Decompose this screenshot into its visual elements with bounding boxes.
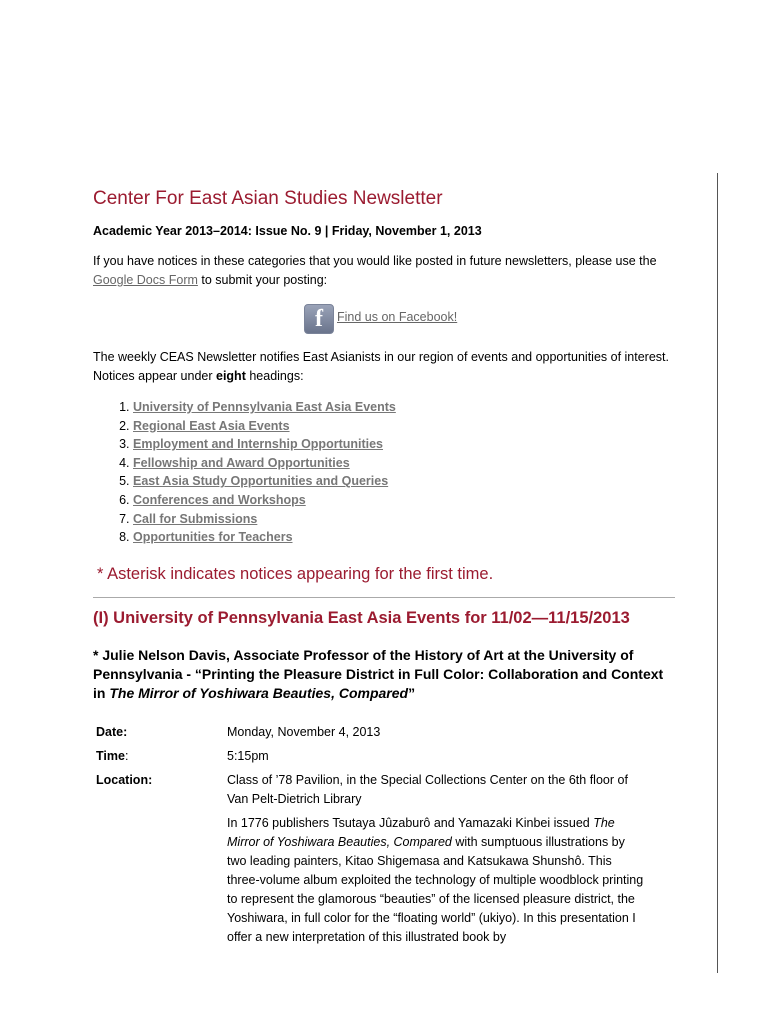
weekly-text: The weekly CEAS Newsletter notifies East Asianists in our region of events and opportunities of interest. Notices appear under: [93, 350, 669, 383]
asterisk-note: * Asterisk indicates notices appearing for the first time.: [97, 564, 494, 583]
table-row: [93, 747, 647, 771]
description-text-end: with sumptuous illustrations by two leading painters, Kitao Shigemasa and Katsukawa Shunshô. This three-volume album exploited the technology of multiple woodblock printing to represent the glamorous “beauties” of the licensed pleasure district, the Yoshiwara, in full color for the “floating world” (ukiyo). In this presentation I offer a new interpretation of this illustrated book by: [227, 834, 644, 944]
location-label: Location:: [96, 772, 153, 787]
table-row: [93, 771, 647, 814]
weekly-bold: eight: [216, 369, 246, 383]
intro-text-end: to submit your posting:: [197, 273, 328, 287]
table-row: [93, 723, 647, 747]
description-text: In 1776 publishers Tsutaya Jûzaburô and Yamazaki Kinbei issued: [227, 815, 594, 830]
list-item: [133, 472, 678, 491]
event-title: [93, 646, 678, 703]
issue-line: Academic Year 2013–2014: Issue No. 9 | Friday, November 1, 2013: [93, 224, 482, 238]
list-item: [133, 528, 678, 547]
event-title-text: * Julie Nelson Davis, Associate Professor of the History of Art at the University of Pennsylvania - “Printing the Pleasure District in Full Color: Collaboration and Context in: [93, 646, 664, 701]
time-value: 5:15pm: [227, 748, 269, 763]
date-value: Monday, November 4, 2013: [227, 724, 381, 739]
newsletter-title: Center For East Asian Studies Newsletter: [93, 188, 443, 209]
headings-list: [93, 398, 678, 547]
time-label-cell: [93, 747, 227, 771]
date-label: Date:: [96, 724, 128, 739]
event-details-table: [93, 723, 647, 952]
heading-link[interactable]: Employment and Internship Opportunities: [133, 437, 384, 452]
google-docs-form-link[interactable]: Google Docs Form: [93, 273, 198, 287]
list-item: [133, 491, 678, 510]
event-title-italic: The Mirror of Yoshiwara Beauties, Compared: [109, 684, 409, 701]
weekly-paragraph: [93, 348, 678, 386]
facebook-icon[interactable]: f: [304, 304, 334, 334]
section-divider: [93, 597, 675, 598]
intro-text: If you have notices in these categories that you would like posted in future newsletters, please use the: [93, 254, 657, 268]
intro-paragraph: [93, 252, 678, 290]
heading-link[interactable]: Regional East Asia Events: [133, 418, 290, 433]
event-title-end: ”: [408, 684, 416, 701]
heading-link[interactable]: University of Pennsylvania East Asia Events: [133, 400, 396, 414]
location-value: Class of ’78 Pavilion, in the Special Collections Center on the 6th floor of Van Pelt-Dietrich Library: [227, 772, 628, 806]
list-item: [133, 417, 678, 436]
facebook-row: [93, 302, 678, 336]
section-title: (I) University of Pennsylvania East Asia Events for 11/02—11/15/2013: [93, 608, 630, 627]
heading-link[interactable]: Opportunities for Teachers: [133, 530, 293, 545]
time-colon: :: [124, 748, 129, 763]
heading-link[interactable]: Call for Submissions: [133, 511, 258, 526]
newsletter-body: [93, 186, 678, 952]
list-item: [133, 398, 678, 417]
heading-link[interactable]: East Asia Study Opportunities and Queries: [133, 474, 389, 489]
list-item: [133, 510, 678, 529]
table-row: [93, 814, 647, 952]
list-item: [133, 435, 678, 454]
heading-link[interactable]: Fellowship and Award Opportunities: [133, 455, 350, 470]
weekly-text-end: headings:: [245, 369, 304, 383]
event-description: [227, 814, 647, 952]
list-item: [133, 454, 678, 473]
time-label: Time: [96, 748, 125, 763]
facebook-link[interactable]: Find us on Facebook!: [337, 310, 458, 324]
description-italic: The Mirror of Yoshiwara Beauties, Compared: [227, 815, 615, 849]
page-margin-line: [717, 173, 718, 973]
heading-link[interactable]: Conferences and Workshops: [133, 492, 306, 507]
